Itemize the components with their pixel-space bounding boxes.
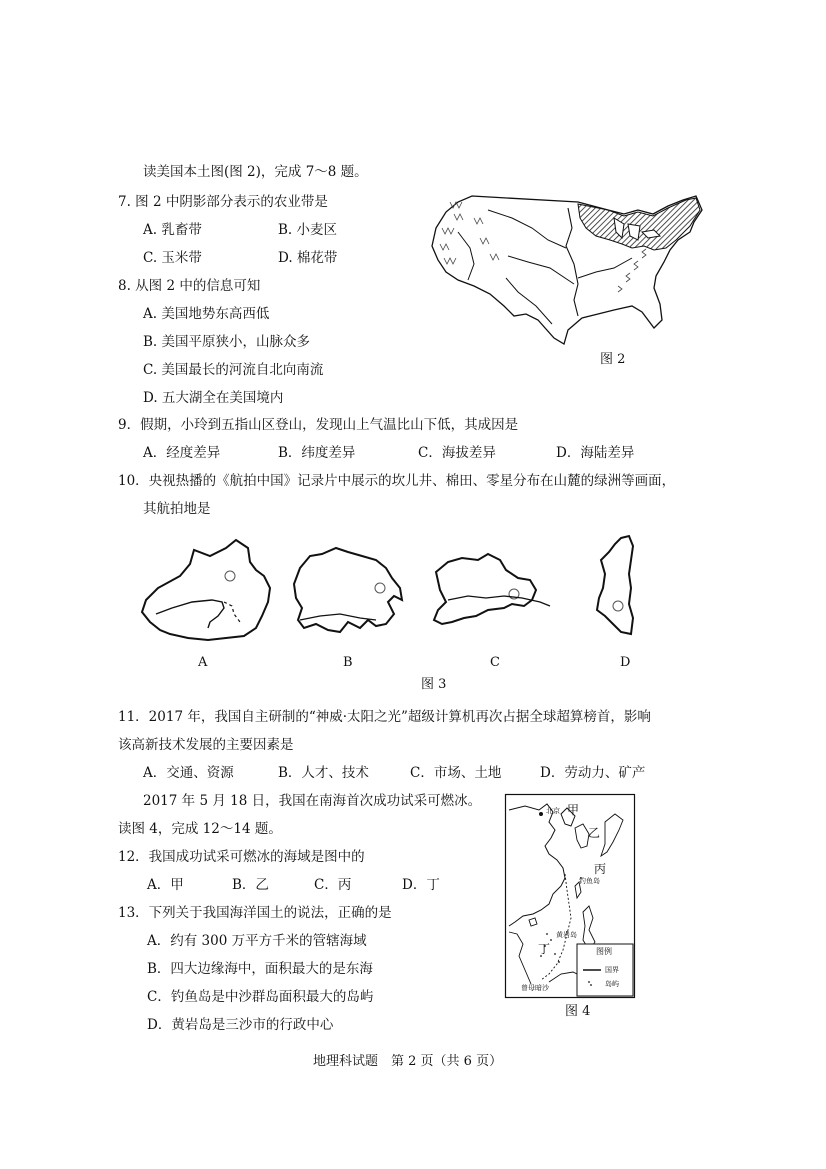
figure-3-label-a: A xyxy=(198,655,208,670)
q12-option-a: A．甲 xyxy=(147,877,184,893)
q7-option-d: D. 棉花带 xyxy=(278,250,338,266)
q11-stem-line2: 该高新技术发展的主要因素是 xyxy=(118,737,294,753)
figure-3-shape-c xyxy=(428,550,554,630)
beijing-marker xyxy=(539,812,543,816)
q9-option-a: A．经度差异 xyxy=(143,445,221,461)
fig4-label-bing: 丙 xyxy=(594,862,607,876)
figure-3-label-d: D xyxy=(620,655,631,670)
q7-option-a: A. 乳畜带 xyxy=(143,222,202,238)
q9-option-b: B．纬度差异 xyxy=(278,445,356,461)
q8-option-b: B. 美国平原狭小，山脉众多 xyxy=(143,334,311,350)
q9-stem: 9．假期，小玲到五指山区登山，发现山上气温比山下低，其成因是 xyxy=(118,417,519,433)
q13-stem: 13．下列关于我国海洋国土的说法，正确的是 xyxy=(118,905,392,921)
q10-stem-line2: 其航拍地是 xyxy=(143,501,211,517)
figure-3-label-c: C xyxy=(490,655,500,670)
fig4-label-yi: 乙 xyxy=(588,826,601,840)
q7-option-c: C. 玉米带 xyxy=(143,250,202,266)
fig4-label-zengmu: 曾母暗沙 xyxy=(521,984,549,992)
figure-2-usa-map xyxy=(428,188,708,343)
page-footer: 地理科试题 第 2 页（共 6 页） xyxy=(313,1054,503,1069)
figure-3-label-b: B xyxy=(343,655,353,670)
fig4-label-beijing: 北京 xyxy=(546,807,560,815)
intro-q12-14-line2: 读图 4，完成 12～14 题。 xyxy=(118,821,282,837)
figure-3-shape-b xyxy=(290,544,410,644)
q11-stem-line1: 11．2017 年，我国自主研制的“神威·太阳之光”超级计算机再次占据全球超算榜首，影响 xyxy=(118,709,651,725)
intro-q12-14-line1: 2017 年 5 月 18 日，我国在南海首次成功试采可燃冰。 xyxy=(143,793,482,809)
q11-option-c: C．市场、土地 xyxy=(410,765,502,781)
q10-stem-line1: 10．央视热播的《航拍中国》记录片中展示的坎儿井、棉田、零星分布在山麓的绿洲等画面， xyxy=(118,473,676,489)
q11-option-d: D．劳动力、矿产 xyxy=(540,765,646,781)
q8-stem: 8. 从图 2 中的信息可知 xyxy=(118,278,261,294)
figure-3-shape-a xyxy=(136,536,281,646)
q8-option-c: C. 美国最长的河流自北向南流 xyxy=(143,362,324,378)
q9-option-c: C．海拔差异 xyxy=(418,445,496,461)
q12-option-d: D．丁 xyxy=(402,877,440,893)
fig4-label-huangyan: 黄岩岛 xyxy=(556,931,577,939)
figure-2-caption: 图 2 xyxy=(600,352,626,367)
figure-3-caption: 图 3 xyxy=(421,677,447,692)
fig4-label-ding: 丁 xyxy=(538,942,551,956)
q13-option-a: A．约有 300 万平方千米的管辖海域 xyxy=(147,933,367,949)
q12-option-b: B．乙 xyxy=(232,877,269,893)
q11-option-b: B．人才、技术 xyxy=(278,765,369,781)
figure-3-shape-d xyxy=(585,534,645,644)
q13-option-d: D．黄岩岛是三沙市的行政中心 xyxy=(147,1017,334,1033)
q7-stem: 7. 图 2 中阴影部分表示的农业带是 xyxy=(118,194,328,210)
q11-option-a: A．交通、资源 xyxy=(143,765,234,781)
hainan-island xyxy=(529,918,537,926)
q13-option-b: B．四大边缘海中，面积最大的是东海 xyxy=(147,961,373,977)
fig4-legend-island: 岛屿 xyxy=(605,980,619,988)
fig4-legend-title: 图例 xyxy=(596,947,612,956)
q12-stem: 12．我国成功试采可燃冰的海域是图中的 xyxy=(118,849,365,865)
fig4-legend-border: 国界 xyxy=(605,966,619,974)
q12-option-c: C．丙 xyxy=(314,877,352,893)
q7-option-b: B. 小麦区 xyxy=(278,222,338,238)
q8-option-a: A. 美国地势东高西低 xyxy=(143,306,270,322)
q8-option-d: D. 五大湖全在美国境内 xyxy=(143,390,284,406)
intro-q7-8: 读美国本土图(图 2)，完成 7～8 题。 xyxy=(143,164,368,180)
fig4-label-diaoyu: 钓鱼岛 xyxy=(579,877,600,885)
q13-option-c: C．钓鱼岛是中沙群岛面积最大的岛屿 xyxy=(147,989,374,1005)
fig4-label-jia: 甲 xyxy=(567,803,580,817)
q9-option-d: D．海陆差异 xyxy=(556,445,635,461)
figure-4-caption: 图 4 xyxy=(565,1004,591,1019)
